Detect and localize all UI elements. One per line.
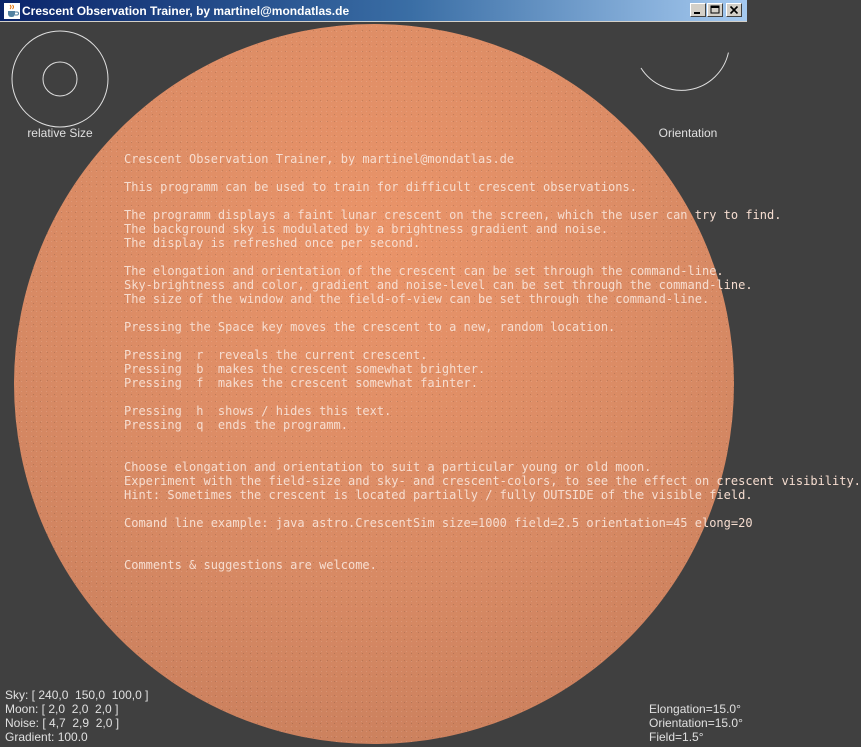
help-line: Pressing b makes the crescent somewhat brighter.	[124, 362, 486, 376]
close-button[interactable]	[726, 3, 742, 17]
help-line	[124, 446, 861, 460]
gradient-readout: Gradient: 100.0	[5, 730, 88, 744]
help-line	[124, 530, 861, 544]
help-line: Experiment with the field-size and sky- and crescent-colors, to see the effect on crescent visibility.	[124, 474, 861, 488]
minimize-button[interactable]	[690, 3, 706, 17]
window-title: Crescent Observation Trainer, by martinel@mondatlas.de	[22, 4, 350, 18]
java-cup-icon	[4, 3, 20, 19]
maximize-button[interactable]	[707, 3, 723, 17]
help-line: The display is refreshed once per second.	[124, 236, 421, 250]
sky-color-readout: Sky: [ 240,0 150,0 100,0 ]	[5, 688, 149, 702]
orientation-icon	[639, 30, 737, 128]
help-line: Pressing r reveals the current crescent.	[124, 348, 428, 362]
help-line: Comments & suggestions are welcome.	[124, 558, 377, 572]
help-line	[124, 544, 861, 558]
help-line: Crescent Observation Trainer, by martinel@mondatlas.de	[124, 152, 515, 166]
orientation-readout: Orientation=15.0°	[649, 716, 743, 730]
help-line: The elongation and orientation of the crescent can be set through the command-line.	[124, 264, 724, 278]
help-line: Hint: Sometimes the crescent is located partially / fully OUTSIDE of the visible field.	[124, 488, 753, 502]
maximize-icon	[708, 4, 722, 16]
orientation-label: Orientation	[658, 126, 718, 140]
help-line	[124, 432, 861, 446]
close-icon	[727, 4, 741, 16]
elongation-readout: Elongation=15.0°	[649, 702, 741, 716]
help-line: Pressing f makes the crescent somewhat fainter.	[124, 376, 479, 390]
help-line	[124, 166, 861, 180]
relative-size-label: relative Size	[27, 126, 93, 140]
help-line: Pressing q ends the programm.	[124, 418, 348, 432]
noise-level-readout: Noise: [ 4,7 2,9 2,0 ]	[5, 716, 120, 730]
geometry-settings-readout	[649, 702, 743, 744]
help-line	[124, 250, 861, 264]
help-line	[124, 306, 861, 320]
help-line: The background sky is modulated by a brightness gradient and noise.	[124, 222, 609, 236]
help-line: Comand line example: java astro.CrescentSim size=1000 field=2.5 orientation=45 elong=20	[124, 516, 753, 530]
help-text	[124, 152, 861, 572]
help-line	[124, 194, 861, 208]
help-line	[124, 334, 861, 348]
title-bar[interactable]	[0, 0, 747, 22]
help-line	[124, 390, 861, 404]
sky-view[interactable]	[2, 22, 861, 745]
moon-color-readout: Moon: [ 2,0 2,0 2,0 ]	[5, 702, 119, 716]
help-line: The programm displays a faint lunar crescent on the screen, which the user can try to find.	[124, 208, 782, 222]
help-line	[124, 502, 861, 516]
help-line: Pressing the Space key moves the crescent to a new, random location.	[124, 320, 616, 334]
help-line: Choose elongation and orientation to suit a particular young or old moon.	[124, 460, 652, 474]
help-line: Pressing h shows / hides this text.	[124, 404, 392, 418]
relative-size-icon	[11, 30, 109, 128]
color-settings-readout	[5, 688, 148, 744]
help-line: The size of the window and the field-of-view can be set through the command-line.	[124, 292, 710, 306]
help-line: This programm can be used to train for difficult crescent observations.	[124, 180, 637, 194]
field-readout: Field=1.5°	[649, 730, 704, 744]
help-line: Sky-brightness and color, gradient and noise-level can be set through the command-line.	[124, 278, 753, 292]
minimize-icon	[691, 4, 705, 16]
